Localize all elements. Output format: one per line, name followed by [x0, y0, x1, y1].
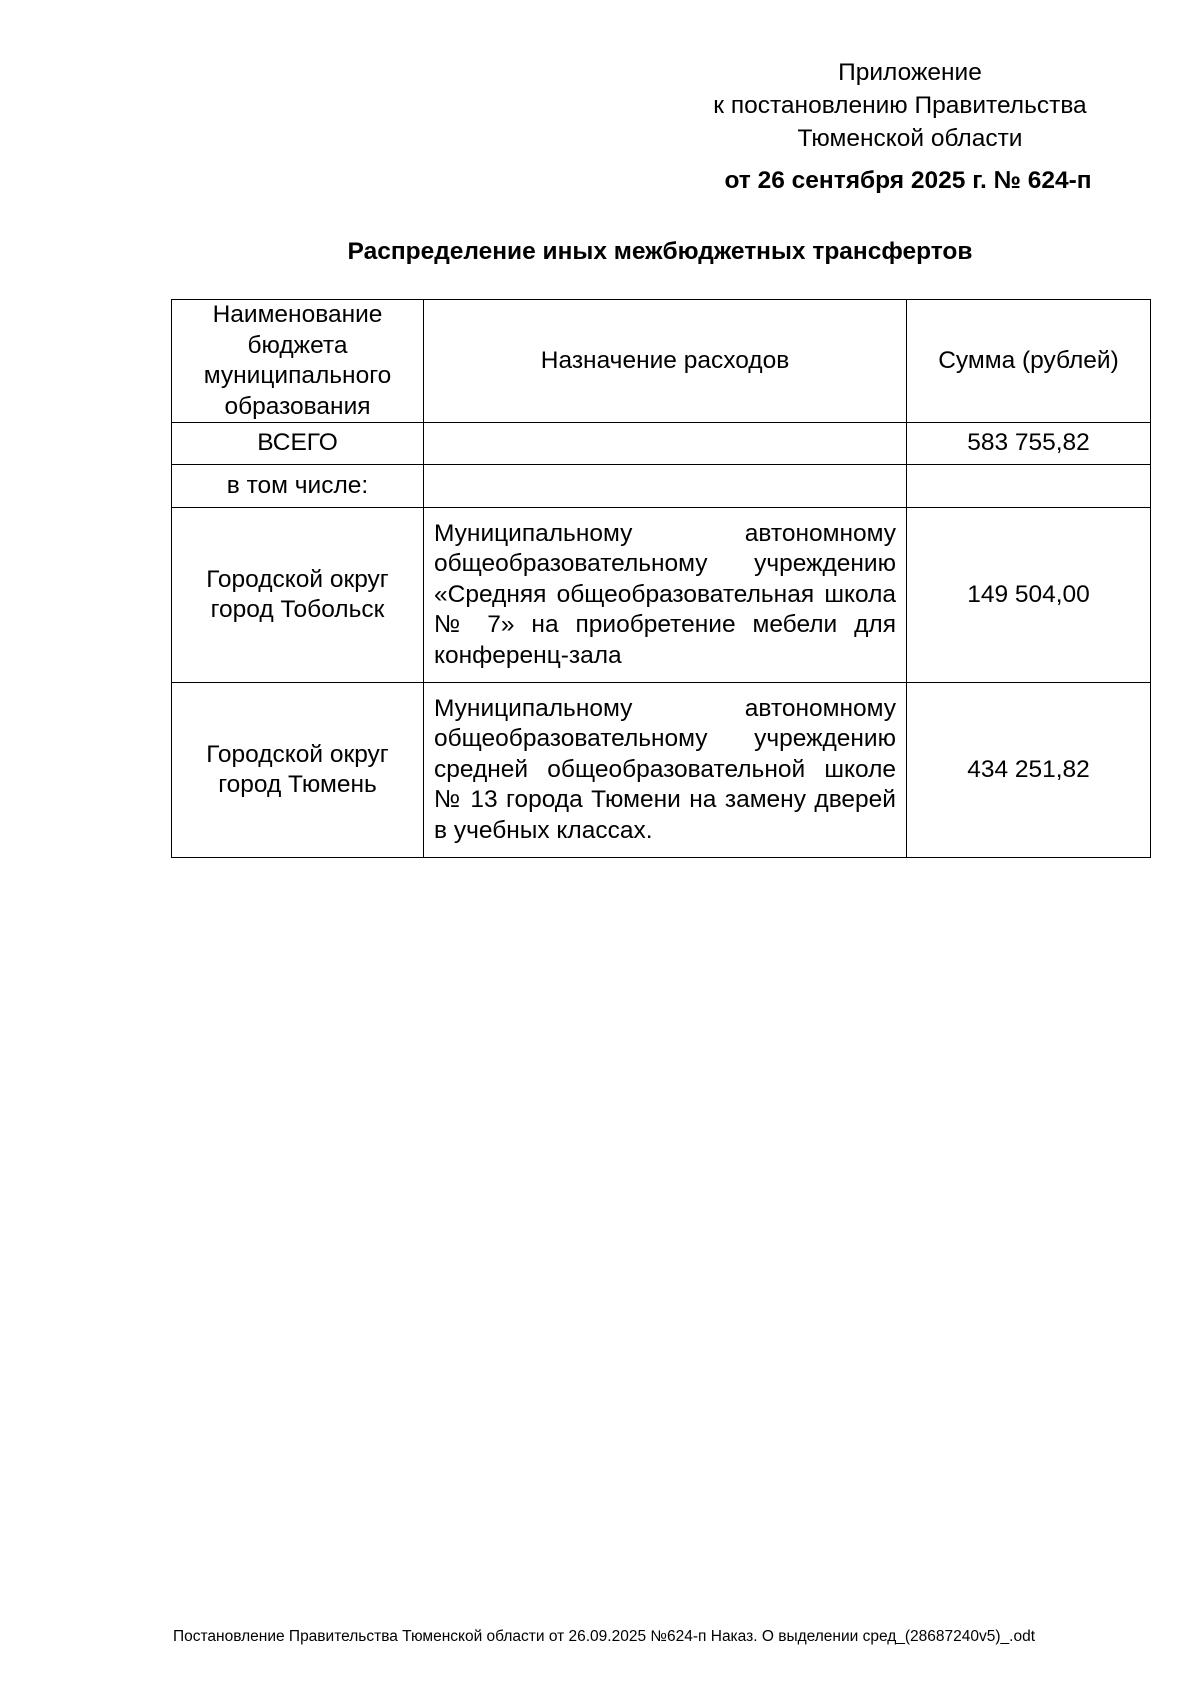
total-amount: 583 755,82 [907, 423, 1151, 465]
header-amount: Сумма (рублей) [907, 300, 1151, 423]
appendix-label: Приложение [838, 59, 982, 86]
appendix-date: от 26 сентября 2025 г. № 624-п [724, 167, 1092, 194]
document-footer: Постановление Правительства Тюменской области от 26.09.2025 №624-п Наказ. О выделении сред_(28687240v5)_.odt [173, 1628, 1036, 1645]
appendix-reference: к постановлению Правительства [713, 92, 1087, 119]
document-title: Распределение иных межбюджетных трансфертов [347, 238, 973, 265]
row-amount: 434 251,82 [907, 683, 1151, 858]
row-purpose: Муниципальному автономному общеобразовательному учреждению средней общеобразовательной школе № 13 города Тюмени на замену дверей в учебных классах. [424, 683, 907, 858]
header-budget: Наименование бюджета муниципального образования [172, 300, 424, 423]
row-amount: 149 504,00 [907, 508, 1151, 683]
including-label: в том числе: [172, 465, 424, 508]
total-purpose-empty [424, 423, 907, 465]
appendix-region: Тюменской области [797, 125, 1023, 152]
total-label: ВСЕГО [172, 423, 424, 465]
transfers-table [171, 299, 1151, 858]
header-purpose: Назначение расходов [424, 300, 907, 423]
including-purpose-empty [424, 465, 907, 508]
including-amount-empty [907, 465, 1151, 508]
including-row [172, 465, 1151, 508]
row-budget: Городской округ город Тобольск [172, 508, 424, 683]
appendix-header [700, 56, 1120, 197]
table-header-row [172, 300, 1151, 423]
table-row [172, 683, 1151, 858]
table-row [172, 508, 1151, 683]
row-purpose: Муниципальному автономному общеобразовательному учреждению «Средняя общеобразовательная школа № 7» на приобретение мебели для конференц-зала [424, 508, 907, 683]
total-row [172, 423, 1151, 465]
row-budget: Городской округ город Тюмень [172, 683, 424, 858]
